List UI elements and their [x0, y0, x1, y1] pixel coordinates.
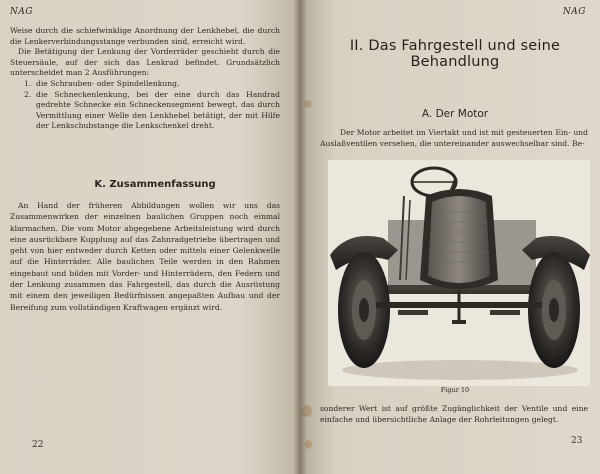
- paragraph-steering: Die Betätigung der Lenkung der Vorderräder geschieht durch die Steuersäule, auf der sich das Lenkrad befindet. Grundsätzlich unterscheidet man 2 Ausführungen:: [10, 47, 280, 78]
- chapter-title: II. Das Fahrgestell und seine Behandlung: [349, 38, 561, 70]
- list-item-text: die Schrauben- oder Spindellenkung,: [36, 78, 180, 88]
- summary-text-block: [10, 200, 280, 313]
- running-header-left: NAG: [10, 7, 34, 17]
- motor-closing-paragraph: sonderer Wert ist auf größte Zugänglichkeit der Ventile und eine einfache und übersichtliche Anlage der Rohrleitungen gelegt.: [320, 404, 588, 424]
- book-spine-shadow: [293, 0, 307, 474]
- list-item-number: 2.: [24, 89, 32, 99]
- section-heading-summary: K. Zusammenfassung: [94, 179, 216, 190]
- summary-paragraph: An Hand der früheren Abbildungen wollen wir uns das Zusammenwirken der einzelnen baulichen Gruppen noch einmal klarmachen. Die vom Motor abgegebene Arbeitsleistung wird durch eine ausrückbare Kupplung auf das Zahnradgetriebe übertragen und geht von hier entweder durch Ketten oder mittels einer Gelenkwelle auf die Hinterräder. Alle baulichen Teile werden in den Rahmen eingebaut und bilden mit Vorder- und Hinterrädern, den Federn und der Lenkung zusammen das Fahrgestell, das durch die Ausrüstung mit einem den jeweiligen Bedürfnissen angepaßten Aufbau und der Bereifung zum vollständigen Kraftwagen ergänzt wird.: [10, 201, 280, 312]
- list-item: [24, 90, 280, 132]
- list-item: [24, 79, 280, 90]
- list-item-number: 1.: [24, 78, 32, 88]
- motor-intro-paragraph: Der Motor arbeitet im Viertakt und ist mit gesteuerten Ein- und Auslaßventilen versehen, die untereinander auswechselbar sind. Be-: [320, 128, 588, 148]
- running-header-right: NAG: [562, 7, 586, 17]
- paragraph-continued: Weise durch die schiefwinklige Anordnung der Lenkhebel, die durch die Lenkerverbindungsstange verbunden sind, erreicht wird.: [10, 26, 280, 46]
- left-text-block: [10, 26, 280, 132]
- steering-types-list: [10, 79, 280, 132]
- section-heading-motor: A. Der Motor: [421, 108, 489, 120]
- figure-caption: Figur 10: [440, 386, 470, 394]
- page-number-left: 22: [32, 440, 44, 450]
- vintage-car-chassis-figure: [328, 160, 590, 386]
- page-number-right: 23: [571, 436, 583, 446]
- list-item-text: die Schneckenlenkung, bei der eine durch das Handrad gedrehte Schnecke ein Schneckensegment bewegt, das durch Vermittlung einer Welle den Lenkhebel betätigt, der mit Hilfe der Lenkschubstange die Lenkschenkel dreht.: [36, 89, 280, 131]
